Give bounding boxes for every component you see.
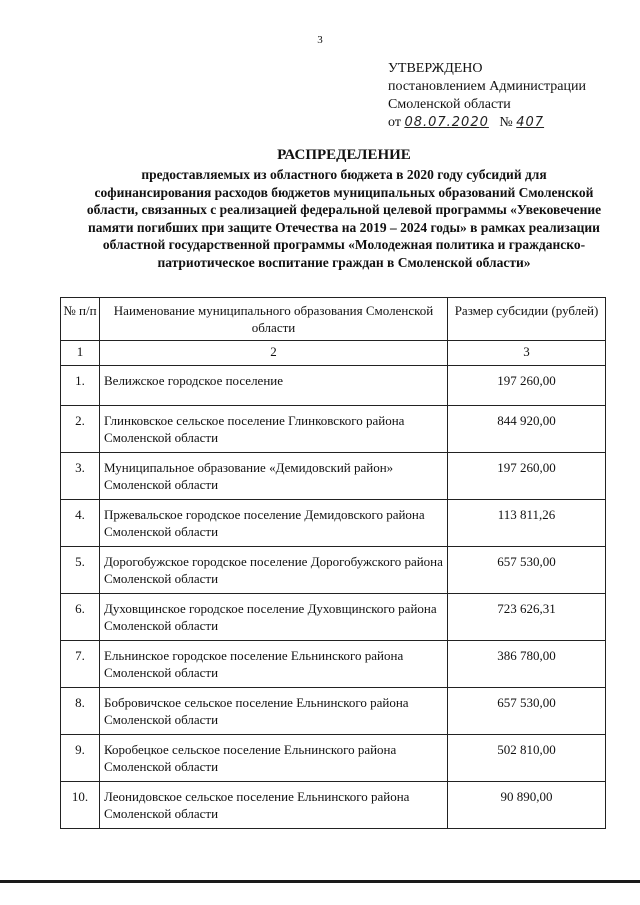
- row-name: Дорогобужское городское поселение Дорогобужского района Смоленской области: [100, 547, 448, 594]
- title-subtitle: предоставляемых из областного бюджета в 2020 году субсидий для софинансирования расходов бюджетов муниципальных образований Смоленской области, связанных с реализацией федеральной целевой программы «Увековечение памяти погибших при защите Отечества на 2019 – 2024 годы» в рамках реализации областной государственной программы «Молодежная политика и гражданско-патриотическое воспитание граждан в Смоленской области»: [86, 167, 602, 270]
- bottom-edge-bar: [0, 880, 640, 883]
- row-number: 6.: [61, 594, 100, 641]
- subsidy-table: [60, 297, 606, 829]
- table-row: [61, 641, 606, 688]
- row-amount: 90 890,00: [448, 782, 606, 829]
- row-number: 10.: [61, 782, 100, 829]
- row-number: 9.: [61, 735, 100, 782]
- header-name: Наименование муниципального образования Смоленской области: [100, 298, 448, 341]
- row-number: 4.: [61, 500, 100, 547]
- row-amount: 844 920,00: [448, 406, 606, 453]
- row-name: Глинковское сельское поселение Глинковского района Смоленской области: [100, 406, 448, 453]
- row-amount: 723 626,31: [448, 594, 606, 641]
- col-number-2: 2: [100, 341, 448, 366]
- row-name: Ельнинское городское поселение Ельнинского района Смоленской области: [100, 641, 448, 688]
- approval-date: 08.07.2020: [404, 115, 489, 130]
- row-number: 7.: [61, 641, 100, 688]
- table-row: [61, 782, 606, 829]
- row-number: 1.: [61, 366, 100, 406]
- title-heading: РАСПРЕДЕЛЕНИЕ: [277, 147, 411, 163]
- row-amount: 197 260,00: [448, 366, 606, 406]
- row-name: Леонидовское сельское поселение Ельнинского района Смоленской области: [100, 782, 448, 829]
- table-row: [61, 594, 606, 641]
- table-row: [61, 366, 606, 406]
- approval-number: 407: [516, 115, 545, 130]
- row-amount: 657 530,00: [448, 688, 606, 735]
- row-name: Бобровичское сельское поселение Ельнинского района Смоленской области: [100, 688, 448, 735]
- row-amount: 197 260,00: [448, 453, 606, 500]
- col-number-3: 3: [448, 341, 606, 366]
- row-number: 8.: [61, 688, 100, 735]
- table-row: [61, 406, 606, 453]
- row-number: 5.: [61, 547, 100, 594]
- row-name: Муниципальное образование «Демидовский район» Смоленской области: [100, 453, 448, 500]
- col-number-1: 1: [61, 341, 100, 366]
- table-row: [61, 453, 606, 500]
- approval-line-2: постановлением Администрации: [388, 79, 586, 94]
- table-row: [61, 688, 606, 735]
- table-row: [61, 500, 606, 547]
- row-amount: 113 811,26: [448, 500, 606, 547]
- from-label: от: [388, 115, 401, 130]
- approval-date-line: [388, 114, 628, 132]
- page-number: 3: [317, 34, 323, 46]
- table-header-row: [61, 298, 606, 341]
- header-number: № п/п: [61, 298, 100, 341]
- row-name: Велижское городское поселение: [100, 366, 448, 406]
- row-name: Коробецкое сельское поселение Ельнинского района Смоленской области: [100, 735, 448, 782]
- table-row: [61, 735, 606, 782]
- row-number: 3.: [61, 453, 100, 500]
- row-number: 2.: [61, 406, 100, 453]
- approval-line-3: Смоленской области: [388, 97, 511, 112]
- row-name: Пржевальское городское поселение Демидовского района Смоленской области: [100, 500, 448, 547]
- approval-title: УТВЕРЖДЕНО: [388, 61, 483, 76]
- row-amount: 386 780,00: [448, 641, 606, 688]
- row-amount: 502 810,00: [448, 735, 606, 782]
- row-amount: 657 530,00: [448, 547, 606, 594]
- document-title: [84, 146, 604, 271]
- row-name: Духовщинское городское поселение Духовщинского района Смоленской области: [100, 594, 448, 641]
- table-row: [61, 547, 606, 594]
- approval-stamp: [388, 60, 628, 132]
- column-number-row: [61, 341, 606, 366]
- header-amount: Размер субсидии (рублей): [448, 298, 606, 341]
- number-label: №: [499, 115, 513, 130]
